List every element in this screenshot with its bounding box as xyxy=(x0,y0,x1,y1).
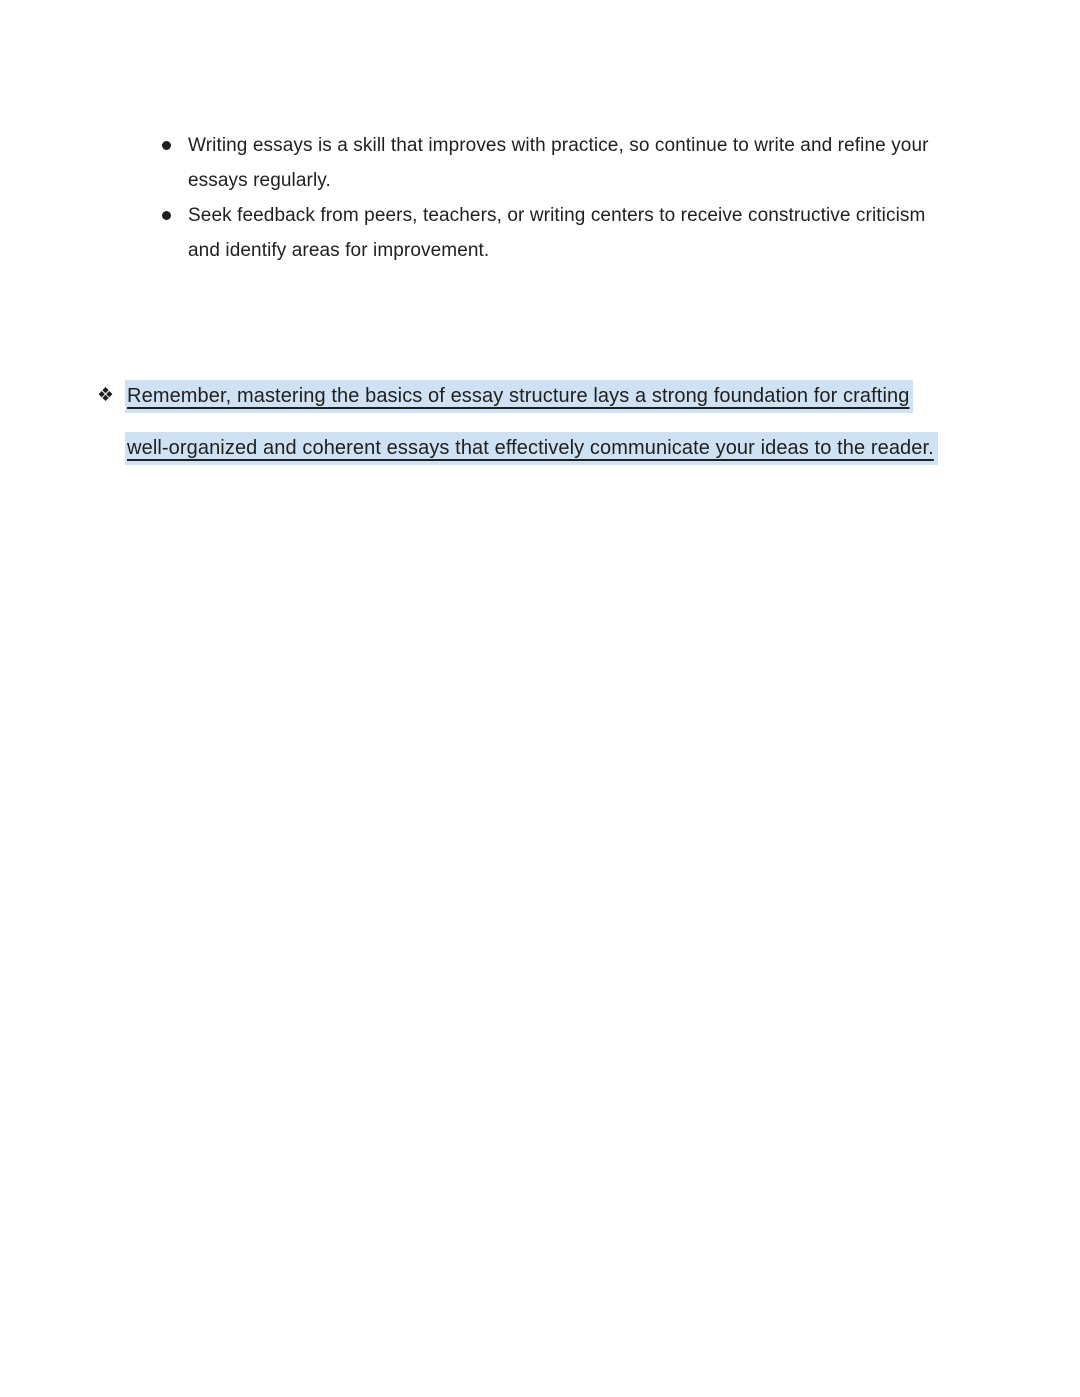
diamond-bullet-icon: ❖ xyxy=(97,385,115,406)
highlighted-note-line: well-organized and coherent essays that effectively communicate your ideas to the reader. xyxy=(125,432,938,465)
list-item xyxy=(188,128,958,198)
list-item xyxy=(188,198,958,268)
bullet-list xyxy=(0,0,958,268)
list-item-text: Writing essays is a skill that improves with practice, so continue to write and refine your essays regularly. xyxy=(188,135,929,191)
list-item-text: Seek feedback from peers, teachers, or writing centers to receive constructive criticism and identify areas for improvement. xyxy=(188,205,926,261)
highlighted-note xyxy=(97,380,1080,484)
highlighted-note-lines xyxy=(125,380,938,484)
highlighted-note-line: Remember, mastering the basics of essay structure lays a strong foundation for crafting xyxy=(125,380,913,413)
